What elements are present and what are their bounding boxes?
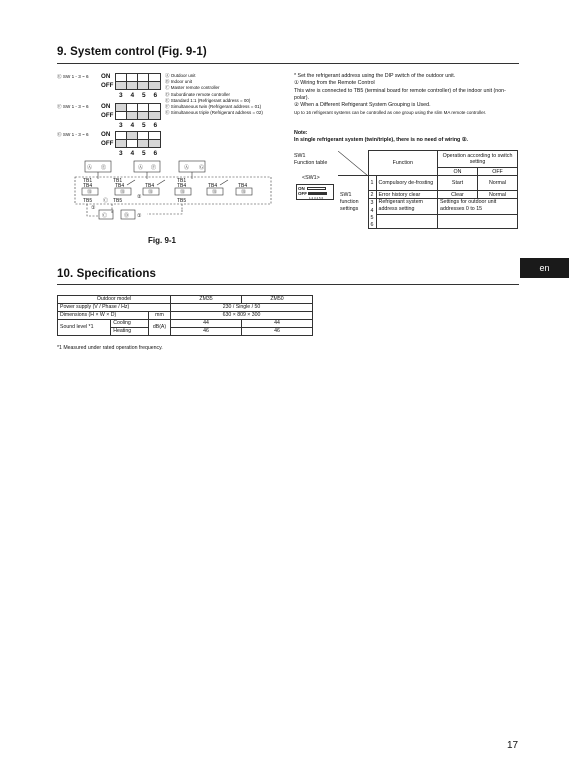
label-b: Ⓑ [180,189,186,196]
sw1-caption-line2: Function table [294,160,328,166]
power-label: Power supply (V / Phase / Hz) [58,304,171,312]
marker-g: Ⓖ [57,132,62,137]
legend-item: Ⓖ Simultaneous triple (Refrigerant address = 02) [165,110,263,116]
legend-item: Ⓑ Indoor unit [165,79,193,85]
dimensions-label: Dimensions (H × W × D) [58,312,149,320]
cooling-value: 44 [242,320,313,328]
label-a: Ⓐ [138,165,144,171]
header-function: Function [368,151,438,176]
note-line-small: Up to 16 refrigerant systems can be controlled as one group using the slim MA remote controller. [294,110,487,116]
tb4-label: TB4 [115,183,125,189]
label-c: Ⓒ [103,198,109,204]
label-g: Ⓖ [199,165,205,171]
legend-item: Ⓓ Subordinate remote controller [165,91,231,97]
row-function: Error history clear [376,191,438,199]
note-line: ② When a Different Refrigerant System Grouping is Used. [294,102,431,109]
heating-label: Heating [111,328,149,336]
group-label: SW1 function settings [338,176,368,229]
tb4-label: TB4 [238,183,248,189]
legend [165,73,263,116]
tb1-label: TB1 [177,178,187,184]
tb4-label: TB4 [208,183,218,189]
row-on: Clear [438,191,478,199]
section-9-rule [57,63,519,64]
label-b: Ⓑ [148,189,154,196]
header-off: OFF [478,168,518,176]
row-number: 2 [368,191,376,199]
label-e: Ⓔ [101,165,107,171]
note-line: ① Wiring from the Remote Control [294,80,375,87]
model-name: ZM50 [242,296,313,304]
label-b: Ⓑ [212,189,218,196]
row-number: 1 [368,176,376,191]
legend-item: Ⓒ Master remote controller [165,85,220,91]
switch-numbers: 3 4 5 6 [118,150,158,157]
off-label: OFF [101,112,114,119]
label-a: Ⓐ [87,165,93,171]
cooling-value: 44 [171,320,242,328]
sw1-switch-icon [296,184,334,200]
note-heading-block [294,130,520,145]
model-name: ZM35 [171,296,242,304]
diagonal-line [338,151,368,176]
notes-block [294,73,520,117]
note-line: * Set the refrigerant address using the DIP switch of the outdoor unit. [294,73,456,79]
label-a: Ⓐ [184,165,190,171]
label-1: ① [137,213,142,219]
spec-table [57,295,313,336]
row-on: Start [438,176,478,191]
wiring-diagram [57,158,277,233]
label-1: ① [91,205,96,211]
label-c: Ⓒ [102,213,108,219]
label-2: ② [137,194,142,200]
sw1-caption-line1: SW1 [294,153,306,159]
figure-label: Fig. 9-1 [148,236,177,245]
sound-label: Sound level *1 [58,320,111,336]
switch-on-label: ON [298,186,305,191]
label-b: Ⓑ [120,189,126,196]
section-10-title: 10. Specifications [57,268,156,280]
row-off: Normal [478,191,518,199]
dip-switch-grid [115,103,161,120]
section-9-title: 9. System control (Fig. 9-1) [57,46,207,58]
row-function: Compulsory de-frosting [376,176,438,191]
tb5-label: TB5 [177,198,187,204]
on-label: ON [101,73,111,80]
sw1-caption [294,153,327,167]
switch-numbers: 3 4 5 6 [118,122,158,129]
legend-item: Ⓕ Simultaneous twin (Refrigerant address = 01) [165,104,262,110]
dip-switch-grid [115,131,161,148]
tb4-label: TB4 [83,183,93,189]
tb1-label: TB1 [113,178,123,184]
label-b: Ⓑ [87,189,93,196]
sw1-function-table [338,150,518,229]
row-number: 6 [368,222,376,229]
legend-item: Ⓔ Standard 1:1 (Refrigerant address = 00) [165,97,251,103]
row-function: Refrigerant system address setting [376,199,438,215]
label-d: Ⓓ [124,213,130,219]
marker-e: Ⓔ [57,74,62,79]
dimensions-value: 630 × 809 × 300 [171,312,313,320]
dimensions-unit: mm [148,312,170,320]
label-b: Ⓑ [241,189,247,196]
off-label: OFF [101,140,114,147]
switch-off-label: OFF [298,191,307,196]
cooling-label: Cooling [111,320,149,328]
power-value: 230 / Single / 50 [171,304,313,312]
page-number: 17 [507,740,519,751]
switch-numbers-label: 1 2 3 4 5 6 [309,196,324,200]
tb4-label: TB4 [177,183,187,189]
tb1-label: TB1 [83,178,93,184]
legend-item: Ⓐ Outdoor unit [165,73,196,78]
row-on: Settings for outdoor unit addresses 0 to 15 [438,199,518,215]
on-label: ON [101,103,111,110]
switch-label: SW 1 - 3 ~ 6 [62,132,89,137]
language-tab: en [520,258,569,278]
dip-switch-grid [115,73,161,90]
row-number: 4 [368,207,376,215]
on-label: ON [101,131,111,138]
switch-label: SW 1 - 3 ~ 6 [62,104,89,109]
heating-value: 46 [242,328,313,336]
row-number: 3 [368,199,376,207]
off-label: OFF [101,82,114,89]
tb4-label: TB4 [145,183,155,189]
note-line: This wire is connected to TB5 (terminal board for remote controller) of the indoor unit (non-polar). [294,87,506,101]
section-10-rule [57,284,519,285]
tb5-label: TB5 [83,198,93,204]
marker-f: Ⓕ [57,104,62,109]
spec-footnote: *1 Measured under rated operation frequency. [57,345,163,351]
sound-unit: dB(A) [148,320,170,336]
tb5-label: TB5 [113,198,123,204]
note-bold-text: In single refrigerant system (twin/triple), there is no need of wiring ②. [294,137,468,144]
label-f: Ⓕ [151,165,157,171]
header-operation: Operation according to switch setting [438,151,518,168]
switch-numbers: 3 4 5 6 [118,92,158,99]
header-model: Outdoor model [58,296,171,304]
row-off: Normal [478,176,518,191]
switch-label: SW 1 - 3 ~ 6 [62,74,89,79]
heating-value: 46 [171,328,242,336]
header-on: ON [438,168,478,176]
sw1-tag: <SW1> [302,175,320,181]
row-number: 5 [368,215,376,222]
note-heading: Note: [294,130,308,136]
